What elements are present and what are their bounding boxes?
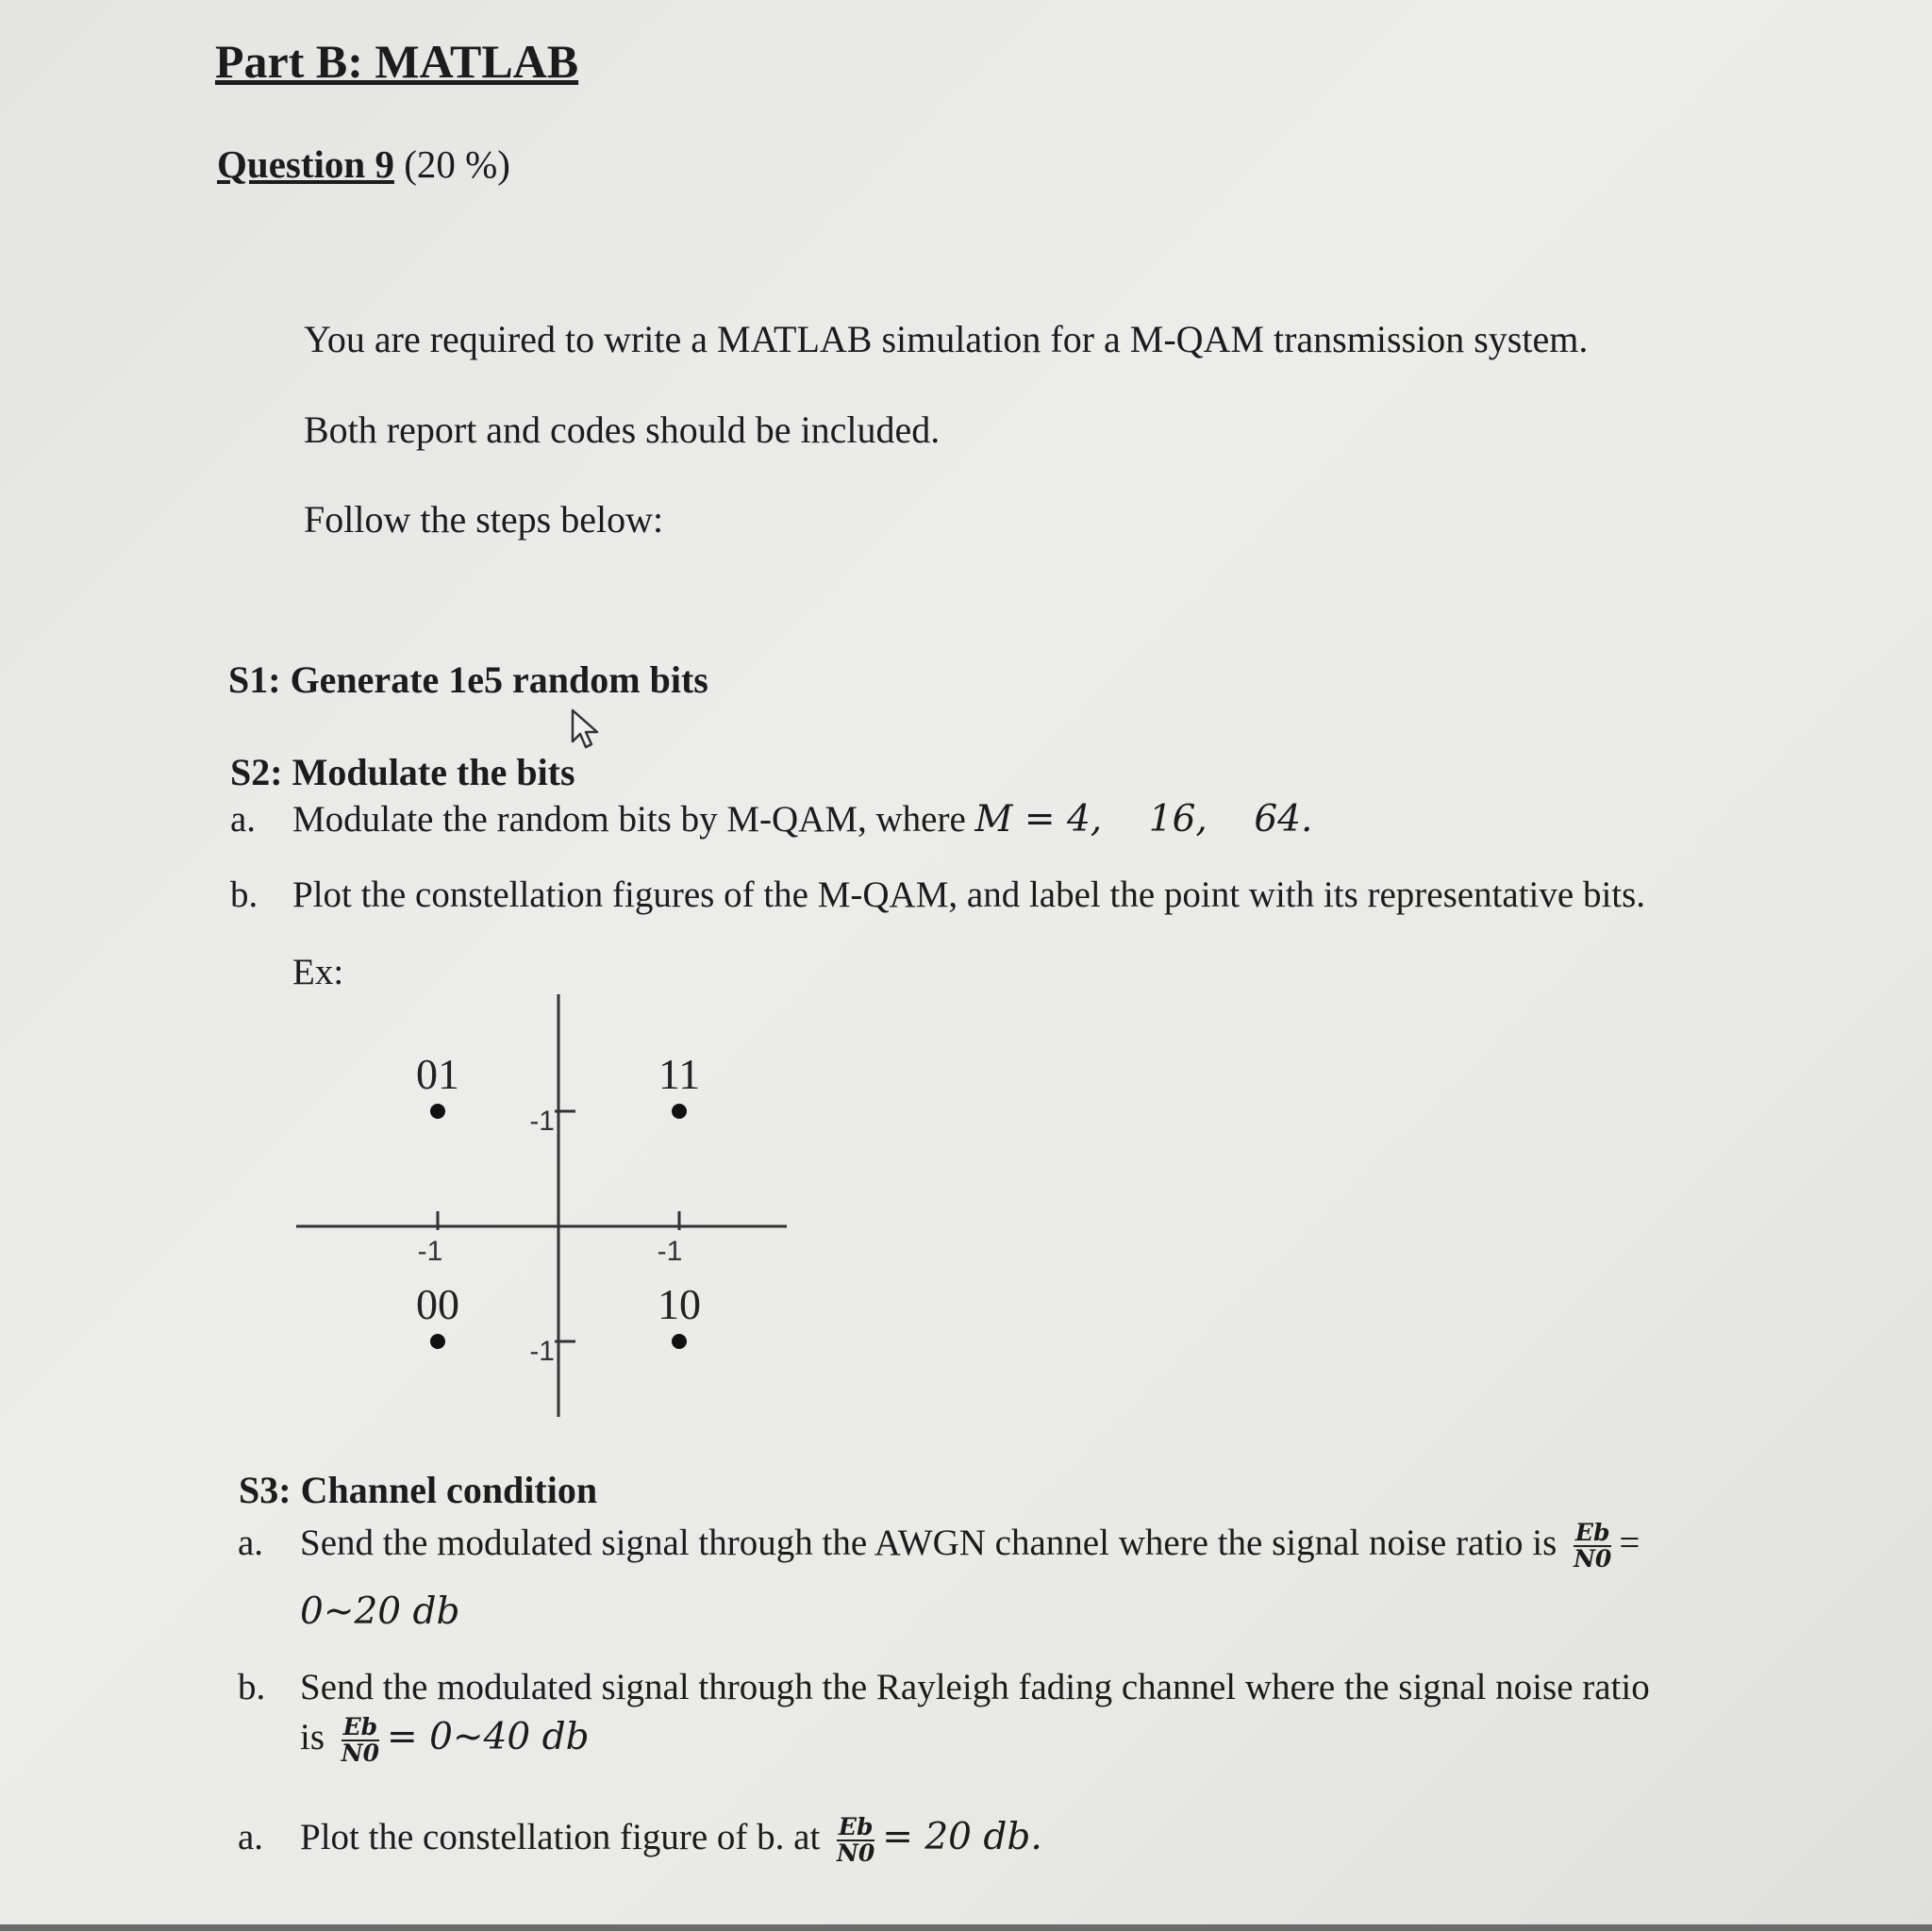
example-label: Ex: [292, 952, 344, 992]
mouse-cursor-icon [570, 707, 604, 751]
s3-c-text: Plot the constellation figure of b. at [300, 1817, 821, 1858]
intro-line-3: Follow the steps below: [304, 498, 664, 541]
constellation-point-01 [430, 1104, 445, 1119]
s2-item-b [230, 874, 1645, 916]
s3-b-prefix: is [300, 1717, 325, 1758]
question-weight: (20 %) [404, 142, 510, 186]
constellation-plot [283, 981, 811, 1434]
screen-bezel [0, 1924, 1932, 1931]
s2-heading: S2: Modulate the bits [230, 751, 575, 793]
point-label-10: 10 [658, 1280, 701, 1328]
s3-a-range: 0~20 db [300, 1590, 460, 1633]
s3-item-b [238, 1666, 1650, 1708]
s3-b-range: = 0~40 db [387, 1716, 590, 1759]
s2-b-marker: b. [230, 874, 258, 915]
intro-line-2: Both report and codes should be included. [304, 408, 941, 451]
point-label-00: 00 [416, 1280, 459, 1328]
s3-b-marker: b. [238, 1667, 266, 1707]
s3-item-b-cont [300, 1715, 590, 1767]
eb-n0-fraction: $\frac{Eb}{N0}$ [837, 1813, 875, 1868]
s3-a-eq: = [1619, 1523, 1641, 1564]
s2-a-math: M = 4, 16, 64. [974, 798, 1313, 841]
point-label-01: 01 [416, 1050, 459, 1098]
s3-c-marker: a. [238, 1817, 264, 1858]
constellation-point-00 [430, 1334, 445, 1349]
question-header [217, 141, 510, 187]
eb-n0-fraction: $\frac{Eb}{N0}$ [341, 1713, 380, 1768]
y-tick-label-pos: -1 [529, 1106, 555, 1137]
s3-item-c [238, 1815, 1042, 1867]
constellation-point-11 [672, 1104, 687, 1119]
s3-b-text: Send the modulated signal through the Rayleigh fading channel where the signal noise ratio [300, 1667, 1650, 1707]
s2-item-a [230, 798, 1312, 841]
s3-a-marker: a. [238, 1523, 264, 1564]
s3-item-a [238, 1521, 1640, 1573]
x-tick-label-neg: -1 [417, 1236, 443, 1267]
question-label: Question 9 [217, 142, 394, 186]
y-tick-label-neg: -1 [529, 1336, 555, 1367]
point-label-11: 11 [658, 1050, 701, 1098]
s3-c-range: = 20 db. [882, 1816, 1042, 1859]
s2-a-text: Modulate the random bits by M-QAM, where [292, 799, 975, 840]
eb-n0-fraction: $\frac{Eb}{N0}$ [1574, 1519, 1612, 1573]
s3-a-text: Send the modulated signal through the AWGN channel where the signal noise ratio is [300, 1523, 1557, 1564]
s3-heading: S3: Channel condition [239, 1469, 598, 1511]
s2-b-text: Plot the constellation figures of the M-QAM, and label the point with its representative bits. [292, 874, 1646, 915]
s2-a-marker: a. [230, 799, 257, 840]
s1-heading: S1: Generate 1e5 random bits [228, 658, 708, 701]
constellation-point-10 [672, 1334, 687, 1349]
x-tick-label-pos: -1 [657, 1236, 683, 1267]
page-title: Part B: MATLAB [215, 35, 579, 88]
intro-line-1: You are required to write a MATLAB simulation for a M-QAM transmission system. [304, 318, 1589, 360]
